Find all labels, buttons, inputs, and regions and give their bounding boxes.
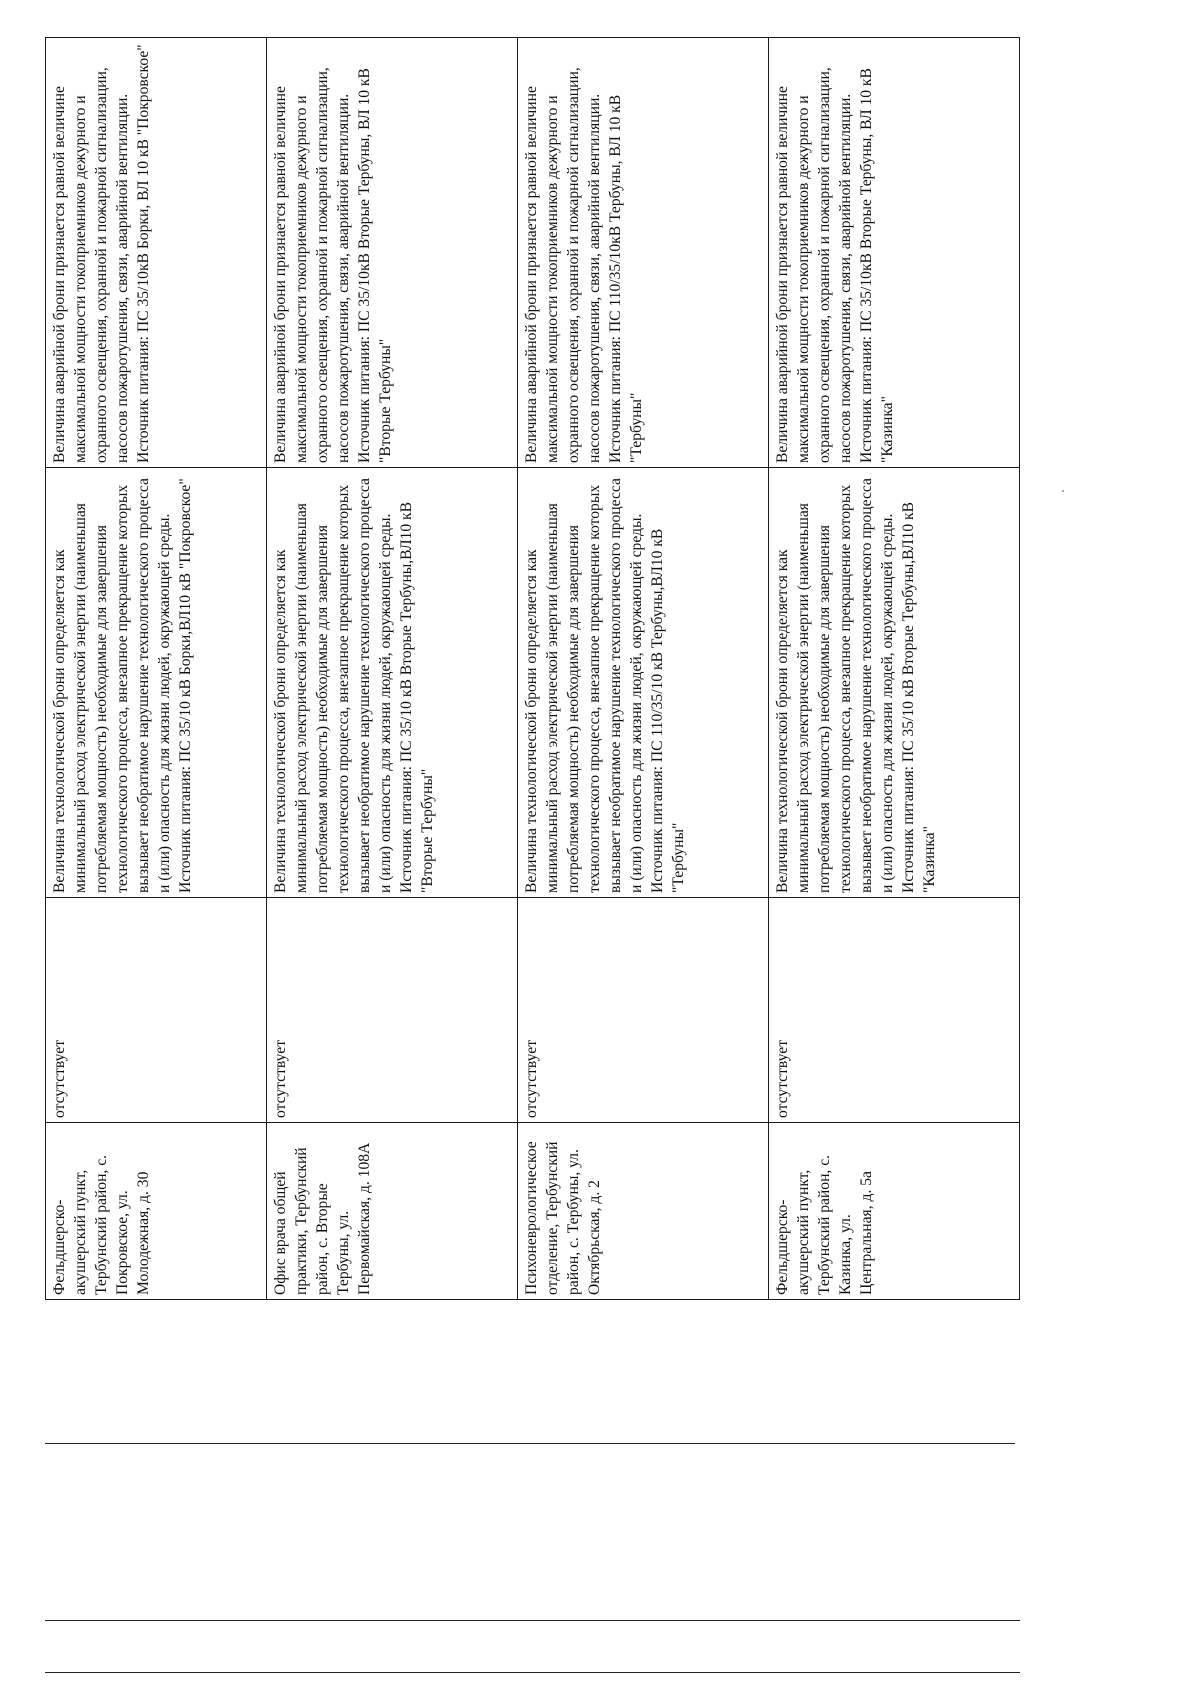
tech-reserve-cell: Величина технологической брони определяется как минимальный расход электрической энергии (наименьшая потребляемая мощность) необходимые для завершения технологического процесса, внезапное прекращение которых вызывает необратимое нарушение технологического процесса и (или) опасность для жизни людей, окружающей среды. Источник питания: ПС 35/10 кВ Вторые Тербуны,ВЛ10 кВ "Вторые Тербуны" <box>266 468 517 898</box>
facility-cell: Офис врача общей практики, Тербунский район, с. Вторые Тербуны, ул. Первомайская, д. 108А <box>266 1123 517 1300</box>
emergency-reserve-cell: Величина аварийной брони признается равной величине максимальной мощности токоприемников дежурного и охранного освещения, охранной и пожарной сигнализации, насосов пожаротушения, связи, аварийной вентиляции. Источник питания: ПС 35/10кВ Вторые Тербуны, ВЛ 10 кВ "Вторые Тербуны" <box>266 38 517 468</box>
table-row <box>266 38 517 1300</box>
scan-speck <box>1062 490 1064 492</box>
tech-reserve-cell: Величина технологической брони определяется как минимальный расход электрической энергии (наименьшая потребляемая мощность) необходимые для завершения технологического процесса, внезапное прекращение которых вызывает необратимое нарушение технологического процесса и (или) опасность для жизни людей, окружающей среды. Источник питания: ПС 35/10 кВ Борки,ВЛ10 кВ "Покровское" <box>46 468 267 898</box>
status-cell: отсутствует <box>768 898 1019 1123</box>
facility-cell: Фельдшерско-акушерский пункт, Тербунский район, с. Казинка, ул. Центральная, д. 5а <box>768 1123 1019 1300</box>
emergency-reserve-cell: Величина аварийной брони признается равной величине максимальной мощности токоприемников дежурного и охранного освещения, охранной и пожарной сигнализации, насосов пожаротушения, связи, аварийной вентиляции. Источник питания: ПС 35/10кВ Вторые Тербуны, ВЛ 10 кВ "Казинка" <box>768 38 1019 468</box>
rotated-table-container <box>45 38 1020 1300</box>
tech-reserve-cell: Величина технологической брони определяется как минимальный расход электрической энергии (наименьшая потребляемая мощность) необходимые для завершения технологического процесса, внезапное прекращение которых вызывает необратимое нарушение технологического процесса и (или) опасность для жизни людей, окружающей среды. Источник питания: ПС 110/35/10 кВ Тербуны,ВЛ10 кВ "Тербуны" <box>517 468 768 898</box>
facility-cell: Психоневрологическое отделение, Тербунский район, с. Тербуны, ул. Октябрьская, д. 2 <box>517 1123 768 1300</box>
table-row <box>768 38 1019 1300</box>
status-cell: отсутствует <box>46 898 267 1123</box>
emergency-reserve-cell: Величина аварийной брони признается равной величине максимальной мощности токоприемников дежурного и охранного освещения, охранной и пожарной сигнализации, насосов пожаротушения, связи, аварийной вентиляции. Источник питания: ПС 35/10кВ Борки, ВЛ 10 кВ "Покровское" <box>46 38 267 468</box>
divider-line <box>45 1672 1020 1673</box>
table-row <box>517 38 768 1300</box>
status-cell: отсутствует <box>517 898 768 1123</box>
tech-reserve-cell: Величина технологической брони определяется как минимальный расход электрической энергии (наименьшая потребляемая мощность) необходимые для завершения технологического процесса, внезапное прекращение которых вызывает необратимое нарушение технологического процесса и (или) опасность для жизни людей, окружающей среды. Источник питания: ПС 35/10 кВ Вторые Тербуны,ВЛ10 кВ "Казинка" <box>768 468 1019 898</box>
divider-line <box>45 1443 1015 1444</box>
power-reserve-table <box>45 37 1020 1300</box>
emergency-reserve-cell: Величина аварийной брони признается равной величине максимальной мощности токоприемников дежурного и охранного освещения, охранной и пожарной сигнализации, насосов пожаротушения, связи, аварийной вентиляции. Источник питания: ПС 110/35/10кВ Тербуны, ВЛ 10 кВ "Тербуны" <box>517 38 768 468</box>
divider-line <box>45 1620 1020 1621</box>
facility-cell: Фельдшерско-акушерский пункт, Тербунский район, с. Покровское, ул. Молодежная, д. 30 <box>46 1123 267 1300</box>
table-row <box>46 38 267 1300</box>
status-cell: отсутствует <box>266 898 517 1123</box>
